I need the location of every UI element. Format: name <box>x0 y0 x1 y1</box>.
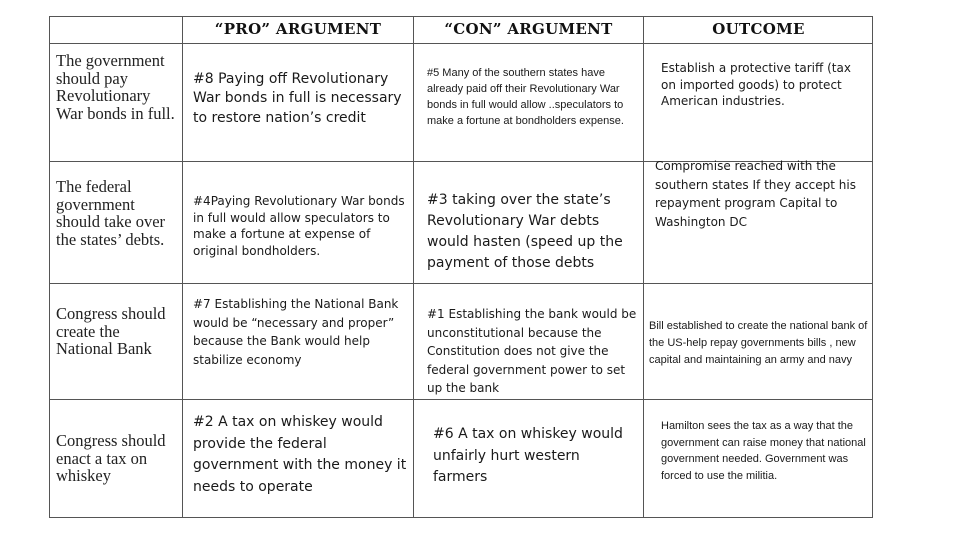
outcome-cell: Bill established to create the national bank of the US-help repay governments bills , new capital and maintaining an army and navy <box>649 320 868 367</box>
topic-cell: Congress should create the National Bank <box>56 304 166 359</box>
column-divider <box>182 16 183 518</box>
outcome-cell: Establish a protective tariff (tax on imported goods) to protect American industries. <box>661 61 851 109</box>
pro-cell: #8 Paying off Revolutionary War bonds in full is necessary to restore nation’s credit <box>193 71 402 126</box>
header-outcome: OUTCOME <box>712 20 805 38</box>
pro-cell: #2 A tax on whiskey would provide the federal government with the money it needs to operate <box>193 414 407 496</box>
pro-cell: #4Paying Revolutionary War bonds in full would allow speculators to make a fortune at expense of original bondholders. <box>193 194 405 258</box>
topic-cell: The federal government should take over the states’ debts. <box>56 177 166 249</box>
row-divider <box>49 283 873 284</box>
pro-cell: #7 Establishing the National Bank would be “necessary and proper” because the Bank would help stabilize economy <box>193 297 399 367</box>
header-pro: “PRO” ARGUMENT <box>214 20 382 38</box>
topic-cell: The government should pay Revolutionary War bonds in full. <box>56 51 175 123</box>
outcome-cell: Compromise reached with the southern states If they accept his repayment program Capital to Washington DC <box>655 159 856 229</box>
con-cell: #6 A tax on whiskey would unfairly hurt western farmers <box>433 426 623 486</box>
header-con: “CON” ARGUMENT <box>444 20 613 38</box>
column-divider <box>413 16 414 518</box>
outcome-cell: Hamilton sees the tax as a way that the government can raise money that national government needed. Government was forced to use the militia. <box>661 420 866 483</box>
column-divider <box>643 16 644 518</box>
con-cell: #1 Establishing the bank would be unconstitutional because the Constitution does not give the federal government power to set up the bank <box>427 307 637 396</box>
con-cell: #3 taking over the state’s Revolutionary War debts would hasten (speed up the payment of those debts <box>427 192 623 271</box>
row-divider <box>49 399 873 400</box>
con-cell: #5 Many of the southern states have already paid off their Revolutionary War bonds in full would allow ..speculators to make a fortune at bondholders expense. <box>427 67 624 127</box>
topic-cell: Congress should enact a tax on whiskey <box>56 431 166 486</box>
